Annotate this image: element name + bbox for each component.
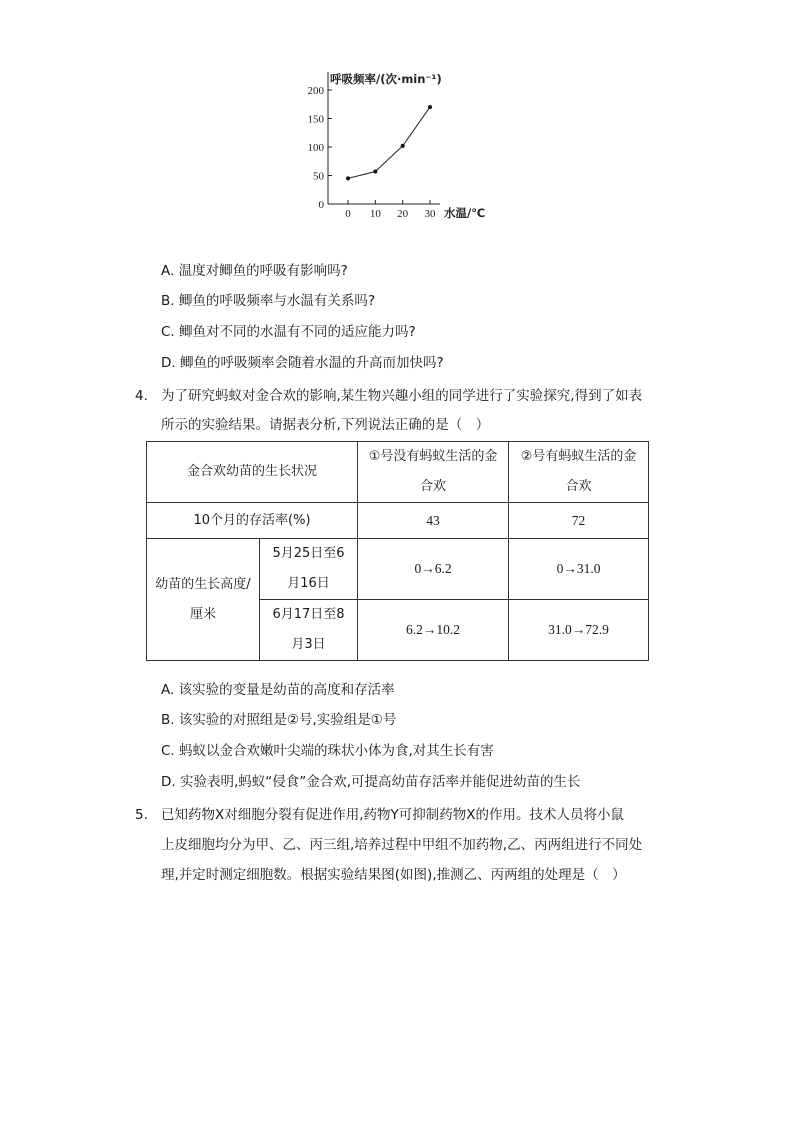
table-row-period-1 xyxy=(147,539,649,600)
q4-option-c[interactable]: C. 蚂蚁以金合欢嫩叶尖端的珠状小体为食,对其生长有害 xyxy=(161,743,494,759)
x-tick-label: 20 xyxy=(397,208,409,220)
data-point xyxy=(346,176,350,180)
q3-option-c[interactable]: C. 鲫鱼对不同的水温有不同的适应能力吗? xyxy=(161,324,416,340)
header-group-1-line2: 合欢 xyxy=(420,479,447,494)
header-group-2 xyxy=(509,442,649,503)
y-axis-label: 呼吸频率/(次·min⁻¹) xyxy=(330,72,442,86)
respiration-chart xyxy=(290,62,510,230)
q4-option-b[interactable]: B. 该实验的对照组是②号,实验组是①号 xyxy=(161,712,397,728)
period-1-value-2: 0→31.0 xyxy=(509,539,649,600)
experiment-table xyxy=(146,441,649,661)
height-label-line1: 幼苗的生长高度/ xyxy=(155,576,251,592)
data-point xyxy=(373,170,377,174)
y-tick-label: 50 xyxy=(313,170,324,183)
q5-line3: 理,并定时测定细胞数。根据实验结果图(如图),推测乙、丙两组的处理是（ ） xyxy=(161,867,626,883)
q4-option-d[interactable]: D. 实验表明,蚂蚁“侵食”金合欢,可提高幼苗存活率并能促进幼苗的生长 xyxy=(161,774,581,790)
header-growth-label: 金合欢幼苗的生长状况 xyxy=(147,442,358,503)
y-tick-label: 100 xyxy=(307,142,324,154)
q5-number: 5. xyxy=(135,807,148,823)
table-header-row xyxy=(147,442,649,503)
y-tick-label: 150 xyxy=(307,113,324,126)
survival-value-1: 43 xyxy=(358,503,509,539)
period-2-value-2: 31.0→72.9 xyxy=(509,600,649,661)
header-group-1 xyxy=(358,442,509,503)
q4-option-a[interactable]: A. 该实验的变量是幼苗的高度和存活率 xyxy=(161,682,395,698)
survival-value-2: 72 xyxy=(509,503,649,539)
table-row-survival xyxy=(147,503,649,539)
chart-svg xyxy=(290,62,510,230)
height-label-line2: 厘米 xyxy=(189,606,216,622)
header-group-2-line1: ②号有蚂蚁生活的金 xyxy=(520,449,637,464)
x-tick-label: 0 xyxy=(345,208,351,220)
period-2-line1: 6月17日至8 xyxy=(272,607,345,622)
data-point xyxy=(428,105,432,109)
period-1-line2: 月16日 xyxy=(287,576,330,591)
q3-option-d[interactable]: D. 鲫鱼的呼吸频率会随着水温的升高而加快吗? xyxy=(161,355,444,371)
q4-stem-line2: 所示的实验结果。请据表分析,下列说法正确的是（ ） xyxy=(161,417,490,433)
period-2-line2: 月3日 xyxy=(291,637,326,652)
y-tick-label: 0 xyxy=(318,199,324,211)
y-tick-label: 200 xyxy=(307,85,324,97)
survival-label: 10个月的存活率(%) xyxy=(147,503,358,539)
q3-option-a[interactable]: A. 温度对鲫鱼的呼吸有影响吗? xyxy=(161,263,348,279)
q4-number: 4. xyxy=(135,388,148,404)
period-1-value-1: 0→6.2 xyxy=(358,539,509,600)
q4-stem-line1: 为了研究蚂蚁对金合欢的影响,某生物兴趣小组的同学进行了实验探究,得到了如表 xyxy=(161,388,643,404)
q5-line2: 上皮细胞均分为甲、乙、丙三组,培养过程中甲组不加药物,乙、丙两组进行不同处 xyxy=(161,837,643,853)
x-axis-label: 水温/℃ xyxy=(444,206,486,220)
q5-line1: 已知药物X对细胞分裂有促进作用,药物Y可抑制药物X的作用。技术人员将小鼠 xyxy=(161,807,625,823)
series-line xyxy=(348,107,430,178)
period-1-label xyxy=(260,539,358,600)
data-point xyxy=(401,144,405,148)
height-label xyxy=(147,539,260,661)
period-2-label xyxy=(260,600,358,661)
header-group-2-line2: 合欢 xyxy=(565,479,592,494)
period-2-value-1: 6.2→10.2 xyxy=(358,600,509,661)
header-group-1-line1: ①号没有蚂蚁生活的金 xyxy=(368,449,498,464)
q3-option-b[interactable]: B. 鲫鱼的呼吸频率与水温有关系吗? xyxy=(161,293,376,309)
x-tick-label: 10 xyxy=(369,208,381,220)
period-1-line1: 5月25日至6 xyxy=(272,546,345,561)
x-tick-label: 30 xyxy=(424,208,436,220)
